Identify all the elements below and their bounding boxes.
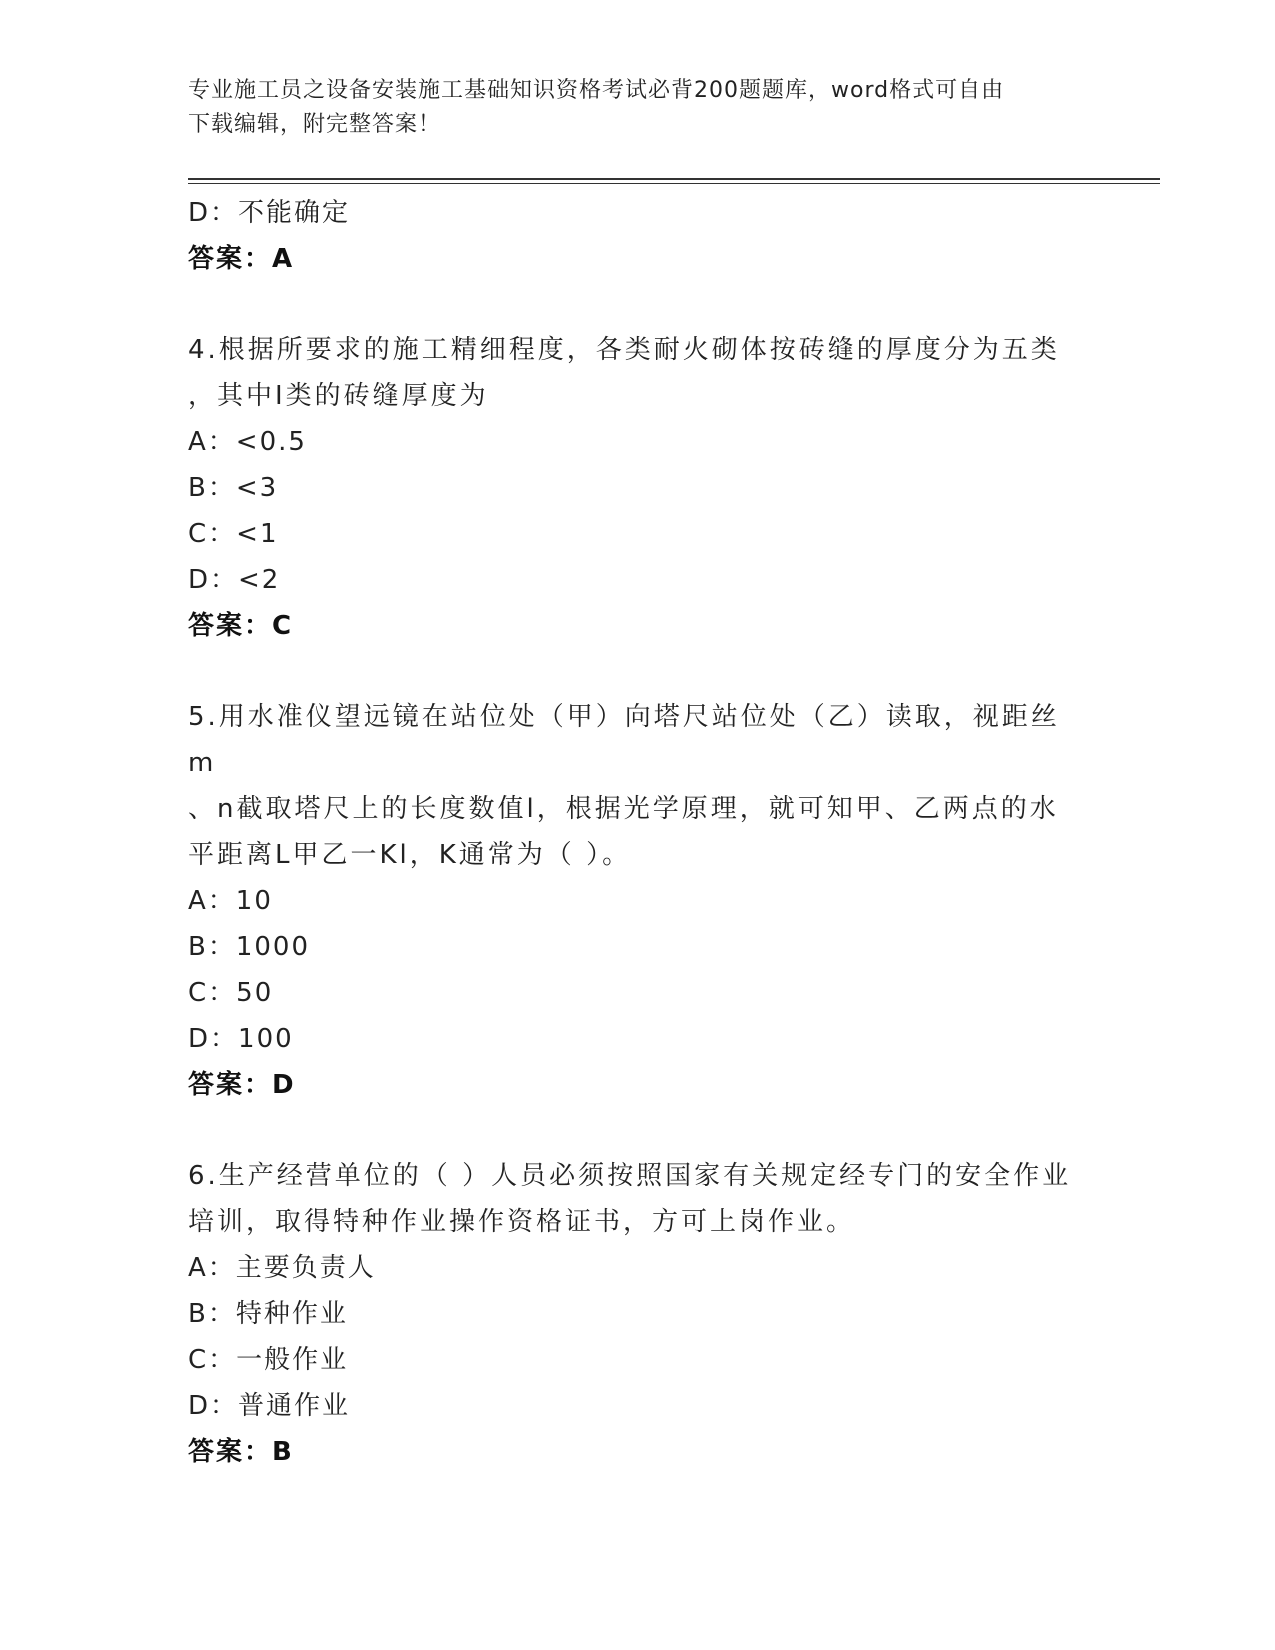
option-b: B：<3 (188, 473, 279, 503)
option-a: A：<0.5 (188, 427, 307, 457)
question-text-line: 5.用水准仪望远镜在站位处（甲）向塔尺站位处（乙）读取，视距丝m (188, 702, 1060, 778)
question-4 (188, 327, 1088, 649)
header-title-line-2: 下载编辑，附完整答案！ (188, 112, 442, 137)
option-a: A：主要负责人 (188, 1253, 376, 1283)
question-6 (188, 1153, 1088, 1475)
spacer (188, 649, 1088, 694)
question-text-line: 培训，取得特种作业操作资格证书，方可上岗作业。 (188, 1207, 856, 1237)
question-text-line: 6.生产经营单位的（ ）人员必须按照国家有关规定经专门的安全作业 (188, 1161, 1072, 1191)
answer-line: 答案：B (188, 1437, 294, 1467)
header-divider-thick (188, 178, 1160, 180)
previous-question-tail (188, 190, 1088, 282)
document-body (188, 190, 1088, 1475)
option-b: B：1000 (188, 932, 311, 962)
question-text-line: ，其中Ⅰ类的砖缝厚度为 (188, 381, 489, 411)
option-b: B：特种作业 (188, 1299, 348, 1329)
document-header (188, 74, 1088, 142)
option-c: C：50 (188, 978, 274, 1008)
header-title-line-1: 专业施工员之设备安装施工基础知识资格考试必背200题题库，word格式可自由 (188, 78, 1005, 103)
option-c: C：<1 (188, 519, 279, 549)
answer-line: 答案：D (188, 1070, 296, 1100)
answer-line: 答案：A (188, 244, 295, 274)
option-d: D：不能确定 (188, 198, 351, 228)
option-c: C：一般作业 (188, 1345, 349, 1375)
option-d: D：100 (188, 1024, 294, 1054)
question-text-line: 平距离L甲乙一Kl，K通常为（ ）。 (188, 840, 632, 870)
question-text-line: 4.根据所要求的施工精细程度，各类耐火砌体按砖缝的厚度分为五类 (188, 335, 1060, 365)
spacer (188, 1108, 1088, 1153)
question-text-line: 、n截取塔尺上的长度数值l，根据光学原理，就可知甲、乙两点的水 (188, 794, 1059, 824)
answer-line: 答案：C (188, 611, 294, 641)
option-d: D：普通作业 (188, 1391, 351, 1421)
option-d: D：<2 (188, 565, 281, 595)
question-5 (188, 694, 1088, 1108)
option-a: A：10 (188, 886, 273, 916)
header-divider-thin (188, 183, 1160, 184)
spacer (188, 282, 1088, 327)
